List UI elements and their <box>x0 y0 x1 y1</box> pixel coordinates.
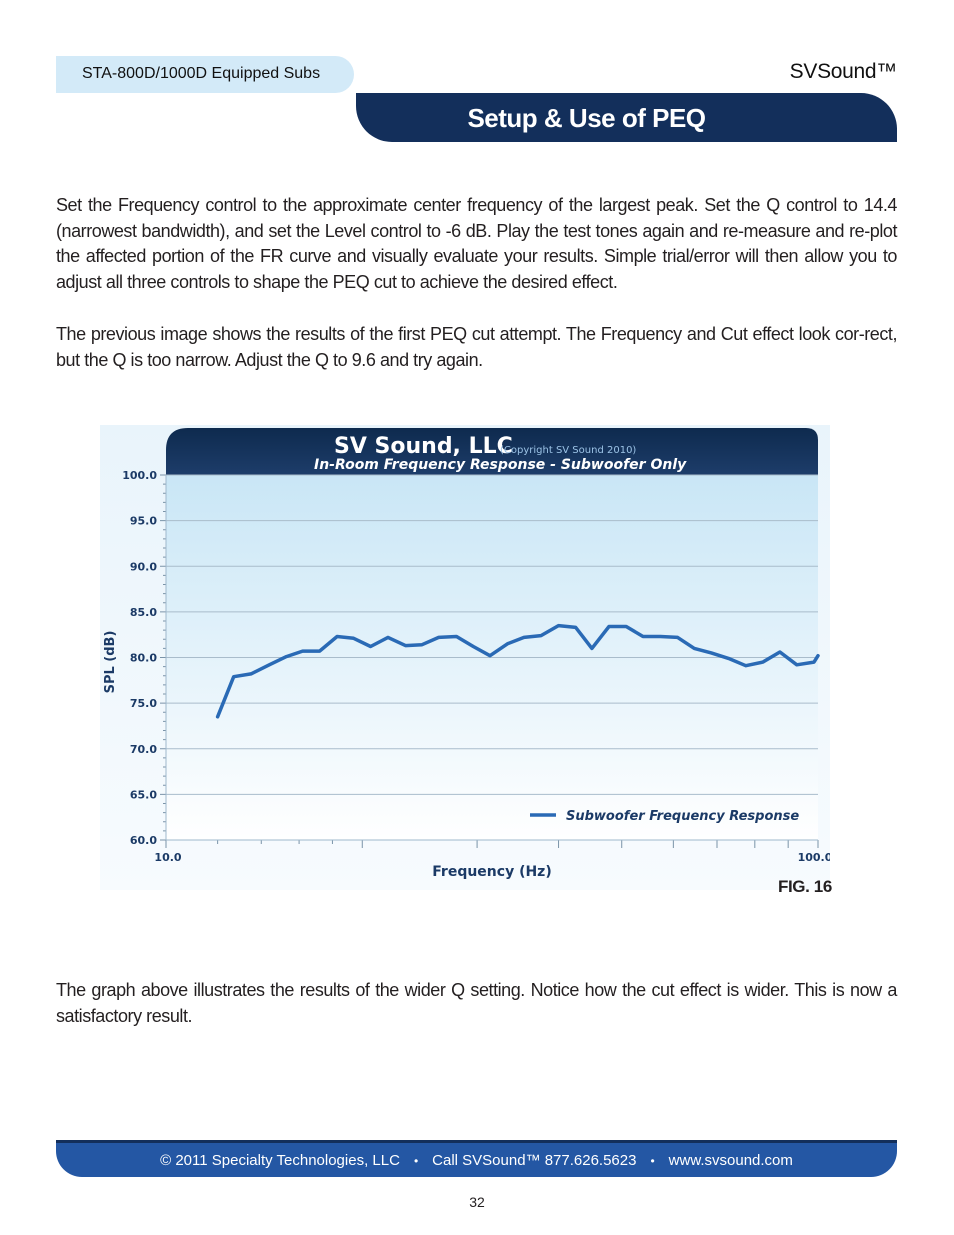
y-tick-label: 80.0 <box>129 651 157 665</box>
brand-label: SVSound™ <box>789 60 897 83</box>
y-tick-label: 85.0 <box>129 605 157 619</box>
footer-separator: • <box>650 1154 655 1168</box>
x-tick-label-start: 10.0 <box>154 851 182 864</box>
footer-separator: • <box>413 1154 419 1168</box>
chart-subtitle: In-Room Frequency Response - Subwoofer Only <box>314 457 687 473</box>
footer-website-link[interactable]: www.svsound.com <box>668 1152 793 1169</box>
x-axis-label: Frequency (Hz) <box>432 864 552 880</box>
section-title: Setup & Use of PEQ <box>467 103 706 133</box>
legend-label: Subwoofer Frequency Response <box>566 809 800 824</box>
section-title-bar <box>356 93 897 142</box>
footer-bar <box>56 1140 897 1177</box>
figure-label: FIG. 16 <box>778 877 832 896</box>
y-tick-label: 100.0 <box>122 469 157 482</box>
header-tab-label: STA-800D/1000D Equipped Subs <box>82 65 321 82</box>
chart-title: SV Sound, LLC <box>334 434 513 459</box>
x-tick-label-end: 100.0 <box>797 851 830 864</box>
body-paragraph-3: The graph above illustrates the results of the wider Q setting. Notice how the cut effect is wider. This is now a satisfactory result. <box>56 980 897 1026</box>
y-axis-label: SPL (dB) <box>103 630 118 694</box>
y-tick-label: 95.0 <box>129 514 157 528</box>
chart-title-note: (Copyright SV Sound 2010) <box>500 445 637 456</box>
header-tab <box>56 56 354 93</box>
y-tick-label: 70.0 <box>129 742 157 756</box>
y-tick-label: 65.0 <box>129 788 157 802</box>
y-tick-label: 60.0 <box>129 834 157 847</box>
chart-svg <box>100 425 830 890</box>
footer-call: Call SVSound™ 877.626.5623 <box>432 1152 637 1169</box>
page-number: 32 <box>469 1194 485 1210</box>
y-tick-label: 90.0 <box>129 560 157 574</box>
footer-copyright: © 2011 Specialty Technologies, LLC <box>160 1152 400 1169</box>
body-paragraph-2: The previous image shows the results of the first PEQ cut attempt. The Frequency and Cut effect look cor-rect, but the Q is too narrow. Adjust the Q to 9.6 and try again. <box>56 324 897 370</box>
y-tick-label: 75.0 <box>129 697 157 711</box>
frequency-response-chart <box>100 425 830 890</box>
body-paragraph-1: Set the Frequency control to the approximate center frequency of the largest peak. Set the Q control to 14.4 (narrowest bandwidth), and set the Level control to -6 dB. Play the test tones again and re-measure and re-plot the affected portion of the FR curve and visually evaluate your results. Simple trial/error will then allow you to adjust all three controls to shape the PEQ cut to achieve the desired effect. <box>56 195 897 292</box>
